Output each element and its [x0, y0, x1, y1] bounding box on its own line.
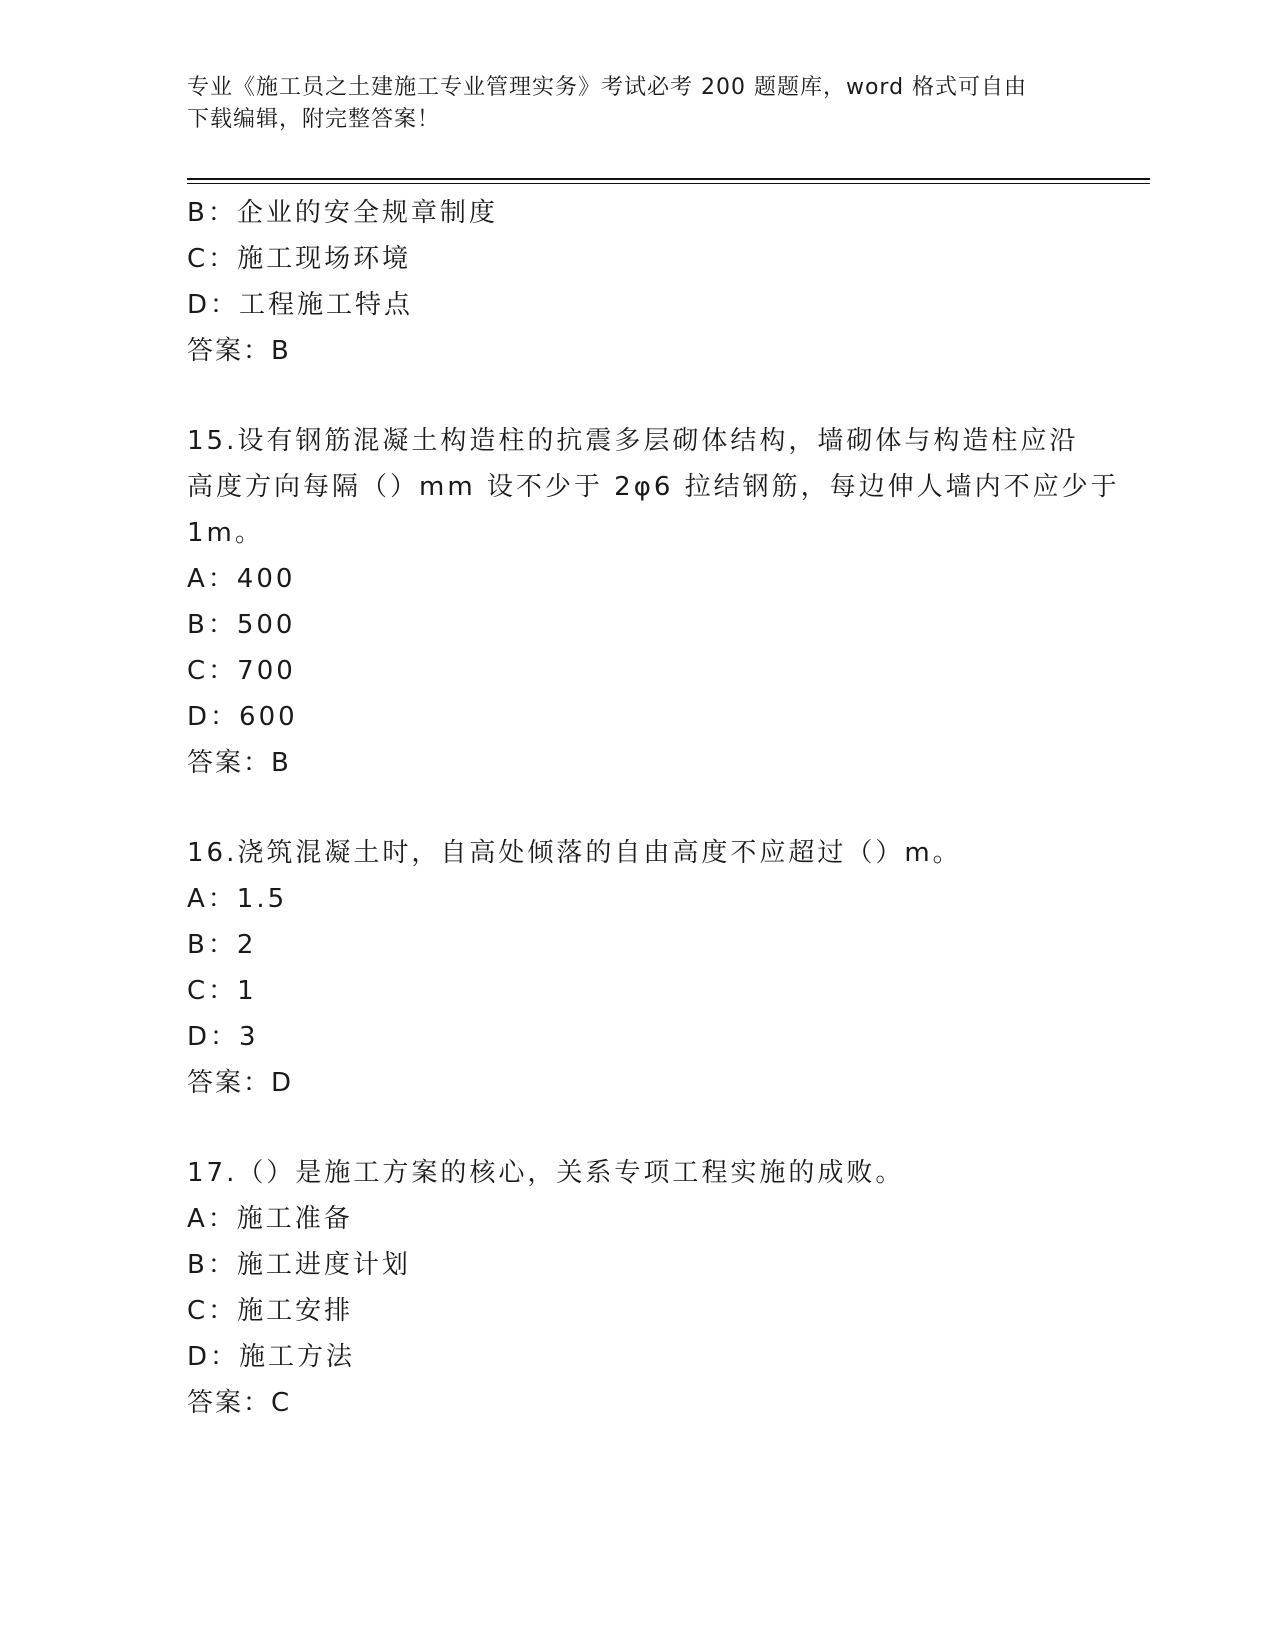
answer-line: [187, 1060, 1087, 1106]
option-a: A：400: [187, 564, 296, 594]
question-15: [187, 418, 1120, 786]
option-a: A：施工准备: [187, 1204, 353, 1234]
answer-value: C: [271, 1388, 291, 1418]
document-header: 专业《施工员之土建施工专业管理实务》考试必考 200 题题库，word 格式可自由 下载编辑，附完整答案！: [187, 75, 1028, 132]
answer-label: 答案：: [187, 336, 272, 366]
answer-value: D: [271, 1068, 293, 1098]
answer-label: 答案：: [187, 1388, 272, 1418]
option-d: D：600: [187, 702, 298, 732]
answer-label: 答案：: [187, 1068, 272, 1098]
spacer: [187, 1106, 1087, 1150]
question-16: [187, 830, 1087, 1106]
answer-line: [187, 328, 1087, 374]
question-14-continued: [187, 190, 1087, 374]
question-text-line: 16.浇筑混凝土时，自高处倾落的自由高度不应超过（）m。: [187, 838, 962, 868]
answer-value: B: [271, 748, 290, 778]
question-17: [187, 1150, 1087, 1426]
option-d: D：施工方法: [187, 1342, 356, 1372]
question-text-line: 17.（）是施工方案的核心，关系专项工程实施的成败。: [187, 1158, 905, 1188]
question-content: [187, 190, 1120, 1426]
header-divider-thin: [187, 183, 1150, 184]
option-c: C：700: [187, 656, 296, 686]
option-b: B：企业的安全规章制度: [187, 198, 498, 228]
option-c: C：1: [187, 976, 257, 1006]
option-c: C：施工安排: [187, 1296, 354, 1326]
option-d: D：工程施工特点: [187, 290, 414, 320]
answer-value: B: [271, 336, 290, 366]
question-text-line: 1m。: [187, 518, 264, 548]
answer-line: [187, 1380, 1087, 1426]
option-c: C：施工现场环境: [187, 244, 412, 274]
answer-label: 答案：: [187, 748, 272, 778]
option-a: A：1.5: [187, 884, 288, 914]
question-text-line: 高度方向每隔（）mm 设不少于 2φ6 拉结钢筋，每边伸人墙内不应少于: [187, 472, 1120, 502]
header-divider-thick: [187, 178, 1150, 180]
option-b: B：施工进度计划: [187, 1250, 411, 1280]
question-text-line: 15.设有钢筋混凝土构造柱的抗震多层砌体结构，墙砌体与构造柱应沿: [187, 426, 1079, 456]
option-d: D：3: [187, 1022, 259, 1052]
spacer: [187, 374, 1087, 418]
option-b: B：2: [187, 930, 257, 960]
option-b: B：500: [187, 610, 296, 640]
spacer: [187, 786, 1087, 830]
answer-line: [187, 740, 1087, 786]
